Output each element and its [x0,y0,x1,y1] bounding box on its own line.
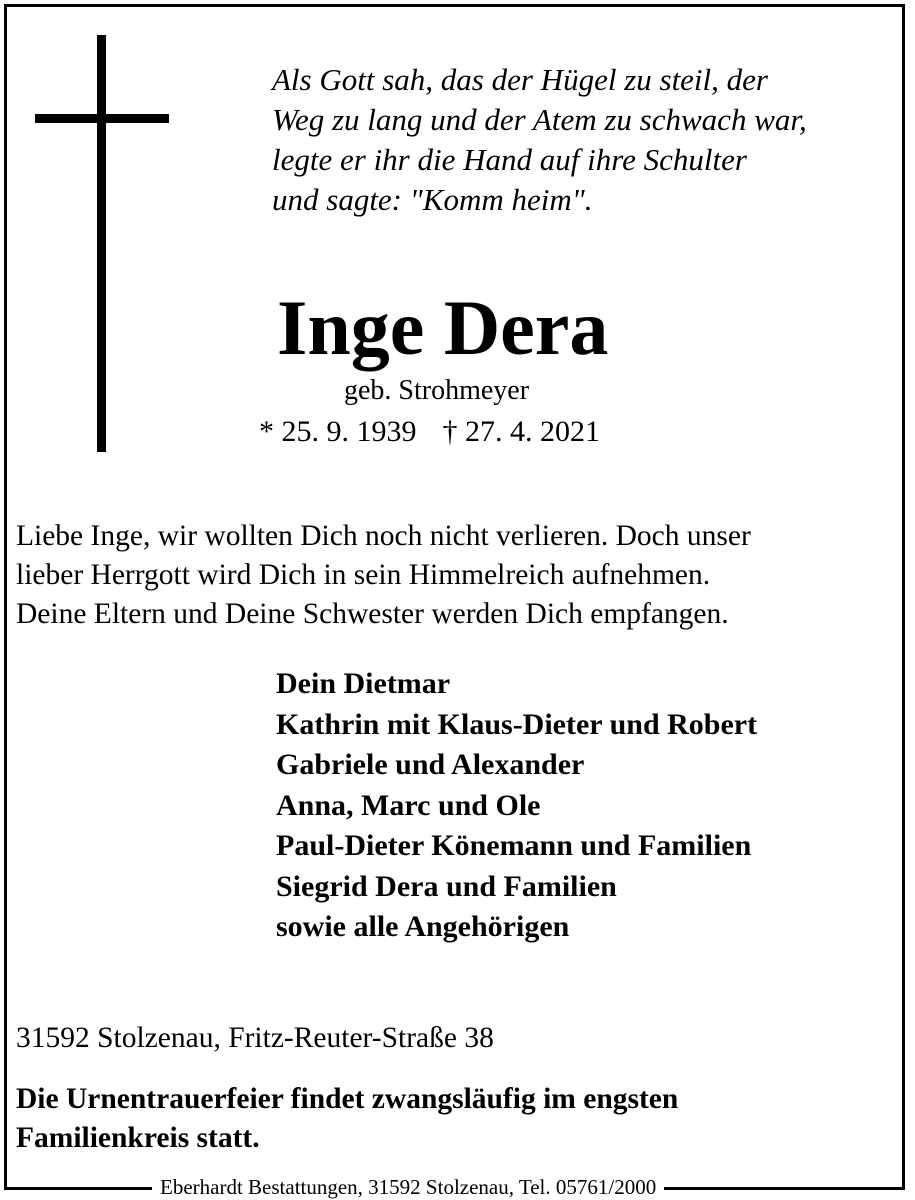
mourner: sowie alle Angehörigen [276,910,570,943]
mourner: Kathrin mit Klaus-Dieter und Robert [276,707,758,741]
mourner: Gabriele und Alexander [276,748,585,781]
farewell-message [16,517,901,634]
address: 31592 Stolzenau, Fritz-Reuter-Straße 38 [16,1022,494,1054]
death-date: † 27. 4. 2021 [442,415,600,448]
mourners-list [276,664,757,948]
poem-line: Als Gott sah, das der Hügel zu steil, der [272,62,768,97]
message-line: lieber Herrgott wird Dich in sein Himmelreich aufnehmen. [16,559,711,591]
poem-line: Weg zu lang und der Atem zu schwach war, [272,102,807,137]
funeral-home-footer: Eberhardt Bestattungen, 31592 Stolzenau, Tel. 05761/2000 [152,1174,664,1200]
cross-icon-crossbar [35,114,169,123]
message-line: Liebe Inge, wir wollten Dich noch nicht verlieren. Doch unser [16,520,751,552]
ceremony-notice [16,1080,678,1158]
notice-line: Familienkreis statt. [16,1122,260,1154]
birth-date: * 25. 9. 1939 [259,415,417,448]
poem-line: legte er ihr die Hand auf ihre Schulter [272,142,747,177]
birth-name: geb. Strohmeyer [344,375,530,406]
life-dates [259,413,600,451]
notice-line: Die Urnentrauerfeier findet zwangsläufig im engsten [16,1083,679,1115]
message-line: Deine Eltern und Deine Schwester werden Dich empfangen. [16,598,729,630]
mourner: Siegrid Dera und Familien [276,869,617,903]
poem-line: und sagte: "Komm heim". [272,182,593,217]
cross-icon [97,35,106,452]
mourner: Anna, Marc und Ole [276,788,541,822]
mourner: Dein Dietmar [276,667,451,700]
mourner: Paul-Dieter Könemann und Familien [276,829,752,862]
poem [272,60,892,220]
deceased-name: Inge Dera [277,284,609,371]
